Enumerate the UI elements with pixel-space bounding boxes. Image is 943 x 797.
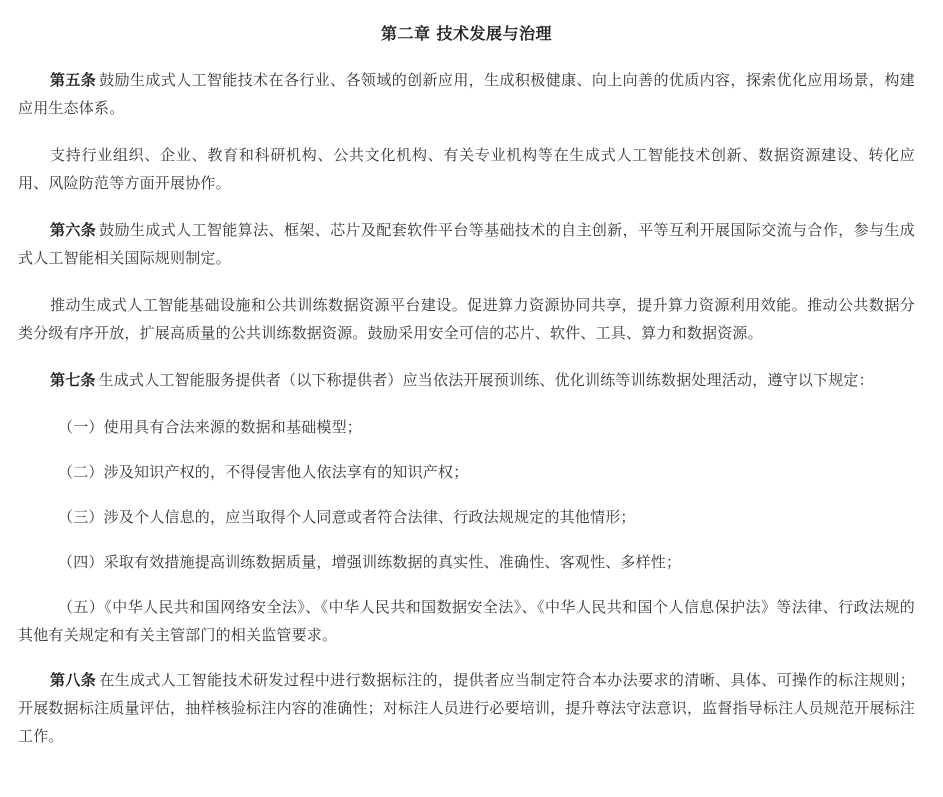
article-7-item-2: （二）涉及知识产权的，不得侵害他人依法享有的知识产权；: [58, 463, 469, 481]
chapter-title: 第二章 技术发展与治理: [380, 24, 553, 43]
article-6: [18, 216, 915, 272]
article-7: [18, 366, 915, 394]
article-5-text: 鼓励生成式人工智能技术在各行业、各领域的创新应用，生成积极健康、向上向善的优质内容，探索优化应用场景，构建应用生态体系。: [18, 71, 916, 117]
article-5-paragraph-2: 支持行业组织、企业、教育和科研机构、公共文化机构、有关专业机构等在生成式人工智能技术创新、数据资源建设、转化应用、风险防范等方面开展协作。: [18, 146, 915, 192]
article-7-item-3: （三）涉及个人信息的，应当取得个人同意或者符合法律、行政法规规定的其他情形；: [58, 508, 636, 526]
article-6-paragraph-2: 推动生成式人工智能基础设施和公共训练数据资源平台建设。促进算力资源协同共享，提升算力资源利用效能。推动公共数据分类分级有序开放，扩展高质量的公共训练数据资源。鼓励采用安全可信的芯片、软件、工具、算力和数据资源。: [18, 296, 915, 342]
article-7-item-4: （四）采取有效措施提高训练数据质量，增强训练数据的真实性、准确性、客观性、多样性；: [58, 553, 682, 571]
article-8-label: 第八条: [50, 671, 97, 689]
article-5-label: 第五条: [50, 71, 97, 89]
article-7-item-1: （一）使用具有合法来源的数据和基础模型；: [58, 418, 363, 436]
article-7-text: 生成式人工智能服务提供者（以下称提供者）应当依法开展预训练、优化训练等训练数据处理活动，遵守以下规定：: [98, 371, 874, 389]
article-6-label: 第六条: [50, 221, 97, 239]
article-7-item-5: （五）《中华人民共和国网络安全法》、《中华人民共和国数据安全法》、《中华人民共和国个人信息保护法》等法律、行政法规的其他有关规定和有关主管部门的相关监管要求。: [18, 598, 915, 644]
article-8: [18, 666, 915, 750]
article-6-text: 鼓励生成式人工智能算法、框架、芯片及配套软件平台等基础技术的自主创新，平等互利开展国际交流与合作，参与生成式人工智能相关国际规则制定。: [18, 221, 916, 267]
article-8-text: 在生成式人工智能技术研发过程中进行数据标注的，提供者应当制定符合本办法要求的清晰、具体、可操作的标注规则；开展数据标注质量评估，抽样核验标注内容的准确性；对标注人员进行必要培训，提升尊法守法意识，监督指导标注人员规范开展标注工作。: [18, 671, 916, 745]
article-7-label: 第七条: [50, 371, 96, 389]
article-5: [18, 66, 915, 122]
